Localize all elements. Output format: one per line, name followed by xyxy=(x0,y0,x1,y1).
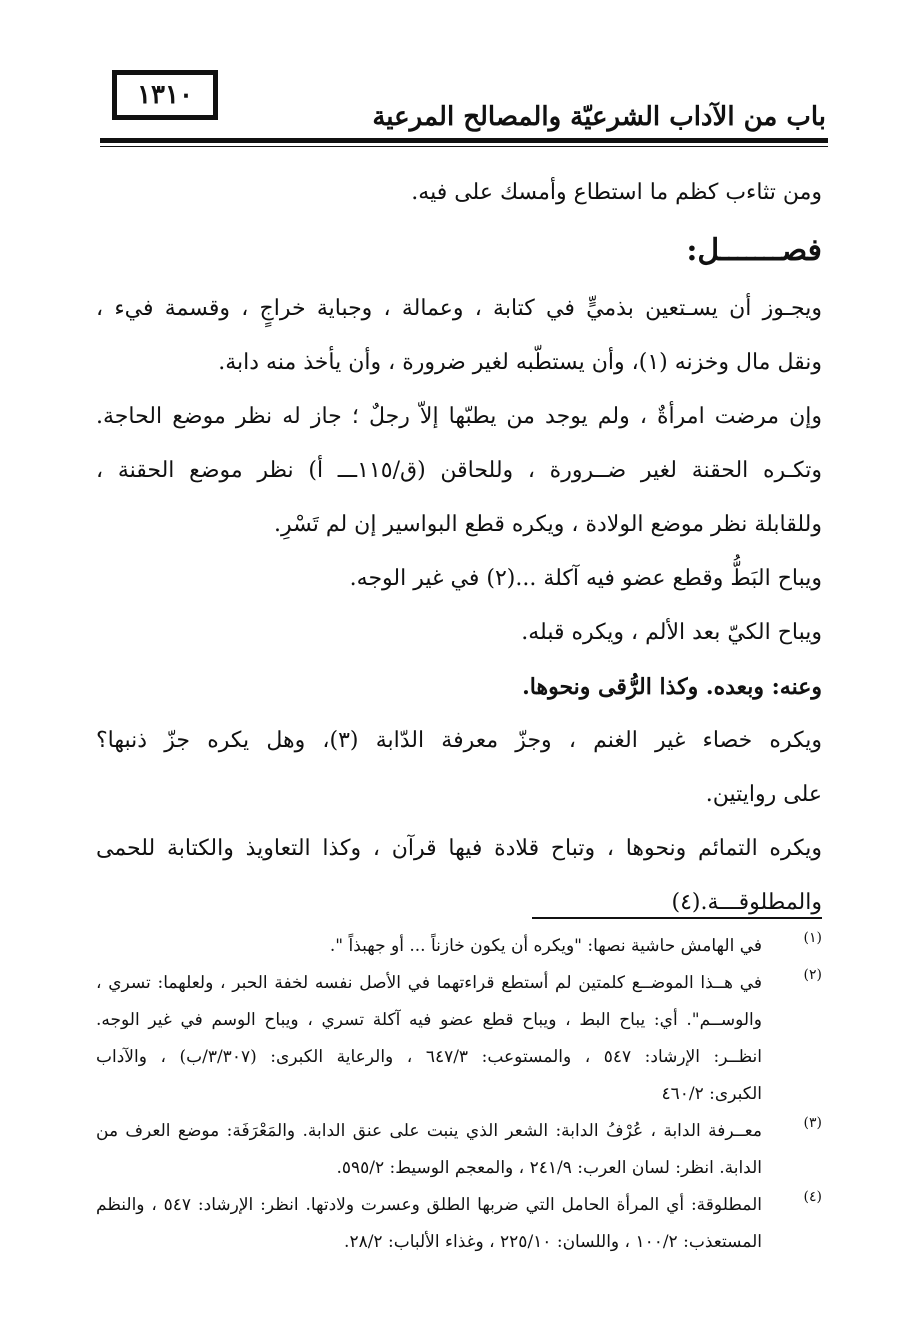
footnote-line: معــرفة الدابة ، عُرْفُ الدابة: الشعر الذي ينبت على عنق الدابة. والمَعْرَفَة: موضع العرف من xyxy=(96,1121,762,1141)
body-line: ويكره خصاء غير الغنم ، وجزّ معرفة الدّابة (٣)، وهل يكره جزّ ذنبها؟ xyxy=(96,728,822,753)
footnote-separator xyxy=(532,917,822,919)
body-line: ويجـوز أن يسـتعين بذميٍّ في كتابة ، وعمالة ، وجباية خراجٍ ، وقسمة فيء ، xyxy=(96,296,822,321)
footnote-line: في هــذا الموضــع كلمتين لم أستطع قراءتهما في الأصل نفسه لخفة الحبر ، ولعلهما: تسري ، xyxy=(96,973,762,993)
running-header-title: باب من الآداب الشرعيّة والمصالح المرعية xyxy=(372,102,826,132)
page-number: ١٣١٠ xyxy=(112,70,218,120)
footnote-number: (٢) xyxy=(803,967,822,983)
footnote-line: الكبرى: ٤٦٠/٢ xyxy=(661,1084,762,1104)
body-line: ونقل مال وخزنه (١)، وأن يستطّبه لغير ضرورة ، وأن يأخذ منه دابة. xyxy=(218,350,822,375)
footnote-2 xyxy=(96,965,822,1113)
footnote-line: المستعذب: ١٠٠/٢ ، واللسان: ٢٢٥/١٠ ، وغذاء الألباب: ٢٨/٢. xyxy=(344,1232,762,1252)
footnote-4 xyxy=(96,1187,822,1261)
header-rule xyxy=(100,138,828,143)
body-line: ويباح البَطُّ وقطع عضو فيه آكلة ...(٢) في غير الوجه. xyxy=(349,566,822,591)
body-line: وعنه: وبعده. وكذا الرُّقى ونحوها. xyxy=(522,674,822,700)
footnote-3 xyxy=(96,1113,822,1187)
body-line: وللقابلة نظر موضع الولادة ، ويكره قطع البواسير إن لم تَسْرِ. xyxy=(273,512,822,537)
footnotes xyxy=(96,928,822,1261)
body-line: ويكره التمائم ونحوها ، وتباح قلادة فيها قرآن ، وكذا التعاويذ والكتابة للحمى xyxy=(96,836,822,861)
footnote-line: والوســم". أي: يباح البط ، ويباح قطع عضو فيه آكلة تسري ، ويباح الوسم في غير الوجه. xyxy=(96,1010,762,1030)
footnote-1 xyxy=(96,928,822,965)
intro-line: ومن تثاءب كظم ما استطاع وأمسك على فيه. xyxy=(411,180,822,205)
body-line: ويباح الكيّ بعد الألم ، ويكره قبله. xyxy=(521,620,822,645)
footnote-line: الدابة. انظر: لسان العرب: ٢٤١/٩ ، والمعجم الوسيط: ٥٩٥/٢. xyxy=(336,1158,762,1178)
footnote-number: (٤) xyxy=(803,1189,822,1205)
footnote-number: (٣) xyxy=(803,1115,822,1131)
section-heading: فصـــــــل: xyxy=(686,233,822,268)
footnote-line: في الهامش حاشية نصها: "ويكره أن يكون خازناً ... أو جهبذاً ". xyxy=(329,936,762,956)
body-line: وتكـره الحقنة لغير ضــرورة ، وللحاقن (ق/١١٥ـــ أ) نظر موضع الحقنة ، xyxy=(96,458,822,483)
body-line: وإن مرضت امرأةٌ ، ولم يوجد من يطبّها إلاّ رجلٌ ؛ جاز له نظر موضع الحاجة. xyxy=(96,404,822,429)
body-text xyxy=(96,166,822,930)
footnote-line: انظــر: الإرشاد: ٥٤٧ ، والمستوعب: ٦٤٧/٣ ، والرعاية الكبرى: (٣/٣٠٧/ب) ، والآداب xyxy=(96,1047,762,1067)
header-rule-thin xyxy=(100,146,828,147)
footnote-number: (١) xyxy=(803,930,822,946)
body-line: والمطلوقـــة.(٤) xyxy=(671,890,822,915)
body-line: على روايتين. xyxy=(705,782,822,807)
footnote-line: المطلوقة: أي المرأة الحامل التي ضربها الطلق وعسرت ولادتها. انظر: الإرشاد: ٥٤٧ ، والنظم xyxy=(96,1195,762,1215)
